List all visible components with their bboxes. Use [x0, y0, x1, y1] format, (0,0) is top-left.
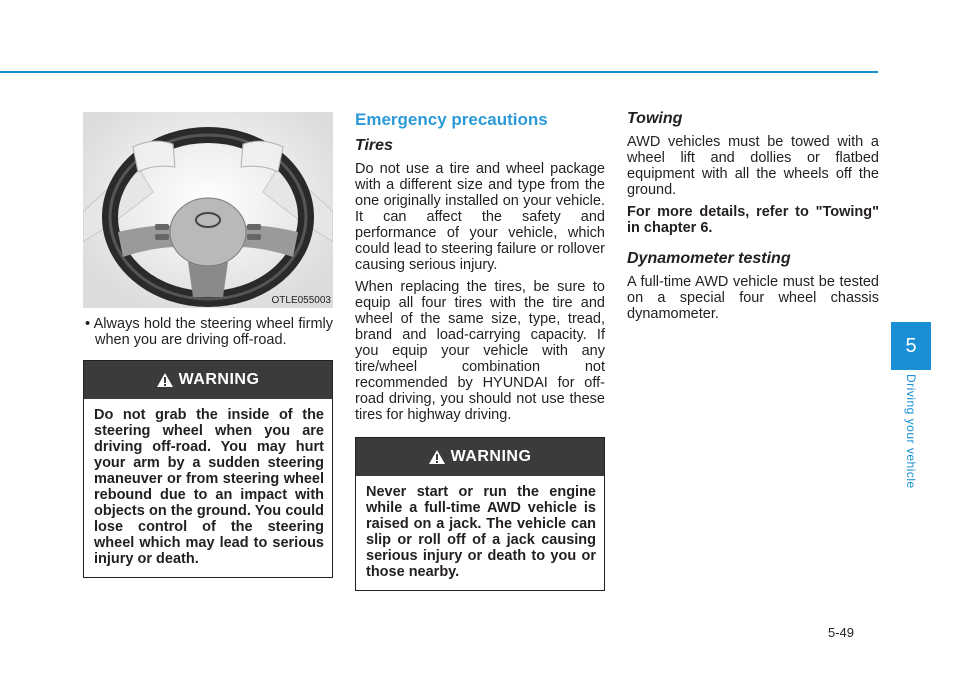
warning-header: [356, 438, 604, 476]
subsection-heading-dynamometer: Dynamometer testing: [627, 250, 791, 267]
subsection-heading-tires: Tires: [355, 137, 393, 154]
tires-paragraph-1: Do not use a tire and wheel package with a different size and type from the one originally installed on your vehicle. It can affect the safety and performance of your vehicle, which could lead to steering failure or rollover causing serious injury.: [355, 161, 605, 273]
figure-code: OTLE055003: [271, 295, 331, 306]
warning-triangle-icon: [429, 450, 445, 464]
chapter-number: 5: [905, 334, 917, 357]
chapter-title: Driving your vehicle: [904, 374, 918, 489]
bullet-item: • Always hold the steering wheel firmly when you are driving off-road.: [85, 316, 333, 348]
steering-wheel-image: [83, 112, 333, 308]
steering-wheel-illustration: [83, 112, 333, 308]
chapter-tab: [891, 322, 931, 370]
towing-paragraph: AWD vehicles must be towed with a wheel lift and dollies or flatbed equipment with all the wheels off the ground.: [627, 134, 879, 198]
warning-title: WARNING: [178, 371, 260, 388]
warning-triangle-icon: [157, 373, 173, 387]
towing-reference: For more details, refer to "Towing" in chapter 6.: [627, 204, 879, 236]
section-heading: Emergency precautions: [355, 110, 548, 129]
right-column: [627, 110, 879, 322]
subsection-heading-towing: Towing: [627, 110, 683, 127]
warning-text: Do not grab the inside of the steering wheel when you are driving off-road. You may hurt your arm by a sudden steering maneuver or from steering wheel rebound due to an impact with objects on the ground. You could lose control of the steering wheel which may lead to serious injury or death.: [94, 407, 324, 567]
header-rule: [0, 71, 878, 73]
warning-box-awd: [355, 437, 605, 591]
page-number: 5-49: [828, 625, 855, 640]
warning-text: Never start or run the engine while a full-time AWD vehicle is raised on a jack. The vehicle can slip or roll off of a jack causing serious injury or death to you or those nearby.: [366, 484, 596, 580]
left-column: [83, 112, 333, 578]
warning-header: [84, 361, 332, 399]
warning-box: [83, 360, 333, 578]
warning-title: WARNING: [450, 448, 532, 465]
tires-paragraph-2: When replacing the tires, be sure to equip all four tires with the tire and wheel of the same size, type, tread, brand and load-carrying capacity. If you equip your vehicle with any tire/wheel combination not recommended by HYUNDAI for off-road driving, you should not use these tires for highway driving.: [355, 279, 605, 423]
chapter-title-vertical: [880, 374, 940, 504]
dynamometer-paragraph: A full-time AWD vehicle must be tested on a special four wheel chassis dynamometer.: [627, 274, 879, 322]
bullet-text: Always hold the steering wheel firmly when you are driving off-road.: [93, 316, 333, 348]
middle-column: [355, 110, 605, 591]
